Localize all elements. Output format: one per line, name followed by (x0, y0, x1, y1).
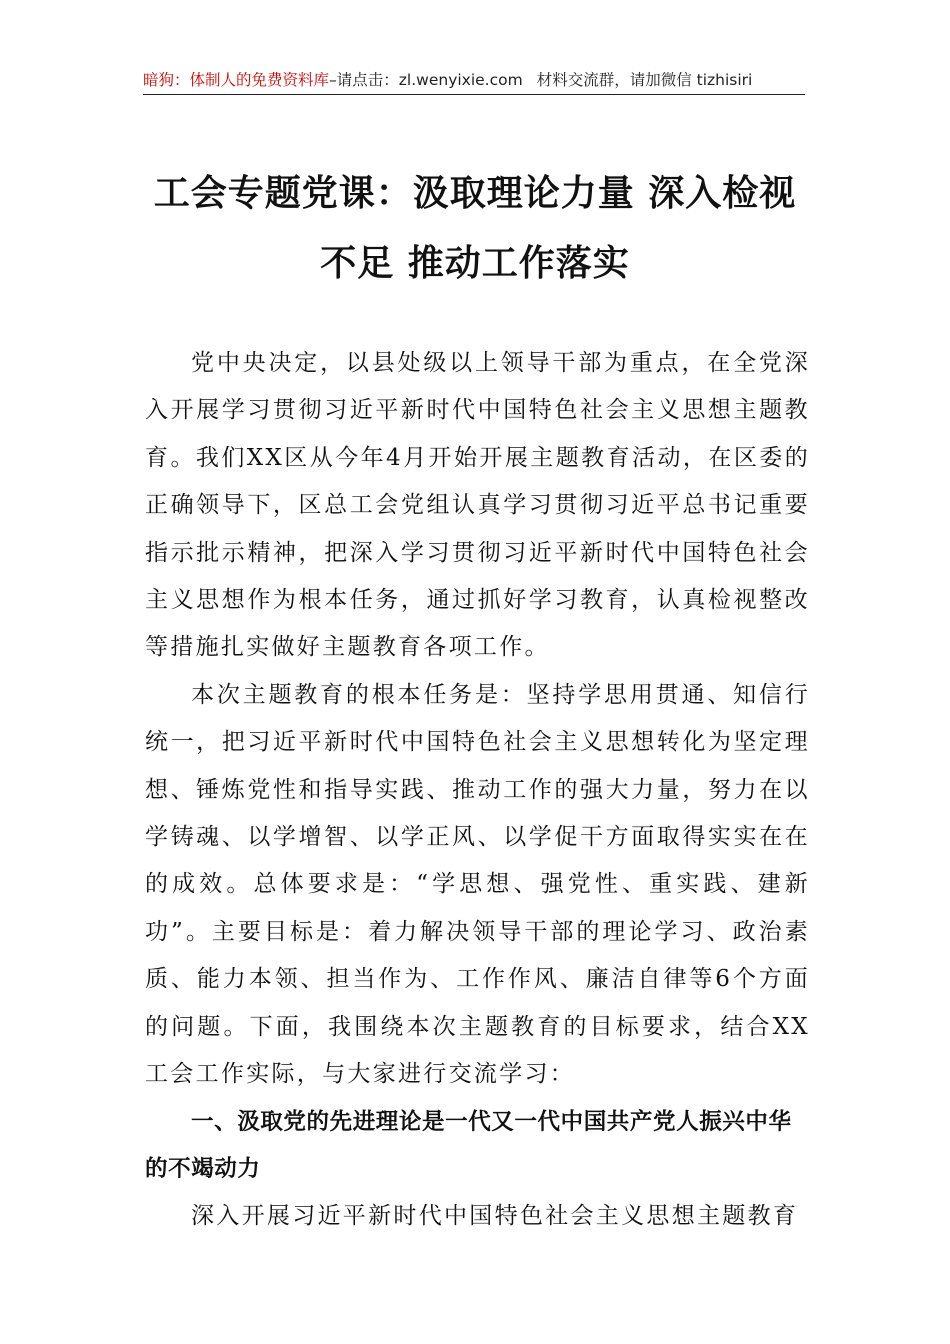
section-heading: 一、汲取党的先进理论是一代又一代中国共产党人振兴中华的不竭动力 (145, 1108, 792, 1182)
header-url-link[interactable]: zl.wenyixie.com (398, 71, 523, 89)
header-click-prompt: –请点击： (329, 71, 399, 89)
page-header (143, 68, 805, 95)
body-paragraph: 本次主题教育的根本任务是：坚持学思用贯通、知信行统一，把习近平新时代中国特色社会主义思想转化为坚定理想、锤炼党性和指导实践、推动工作的强大力量，努力在以学铸魂、以学增智、以学正风、以学促干方面取得实实在在的成效。总体要求是：“学思想、强党性、重实践、建新功”。主要目标是：着力解决领导干部的理论学习、政治素质、能力本领、担当作为、工作作风、廉洁自律等6个方面的问题。下面，我围绕本次主题教育的目标要求，结合XX工会工作实际，与大家进行交流学习： (145, 681, 810, 1088)
header-site-name: 暗狗：体制人的免费资料库 (143, 71, 330, 89)
document-title: 工会专题党课：汲取理论力量 深入检视不足 推动工作落实 (153, 172, 797, 284)
body-paragraph: 党中央决定，以县处级以上领导干部为重点，在全党深入开展学习贯彻习近平新时代中国特色社会主义思想主题教育。我们XX区从今年4月开始开展主题教育活动，在区委的正确领导下，区总工会党组认真学习贯彻习近平总书记重要指示批示精神，把深入学习贯彻习近平新时代中国特色社会主义思想作为根本任务，通过抓好学习教育，认真检视整改等措施扎实做好主题教育各项工作。 (145, 350, 810, 661)
section-paragraph: 深入开展习近平新时代中国特色社会主义思想主题教育 (191, 1202, 799, 1229)
header-group-note: 材料交流群，请加微信 tizhisiri (536, 71, 753, 89)
document-body (145, 340, 810, 1240)
